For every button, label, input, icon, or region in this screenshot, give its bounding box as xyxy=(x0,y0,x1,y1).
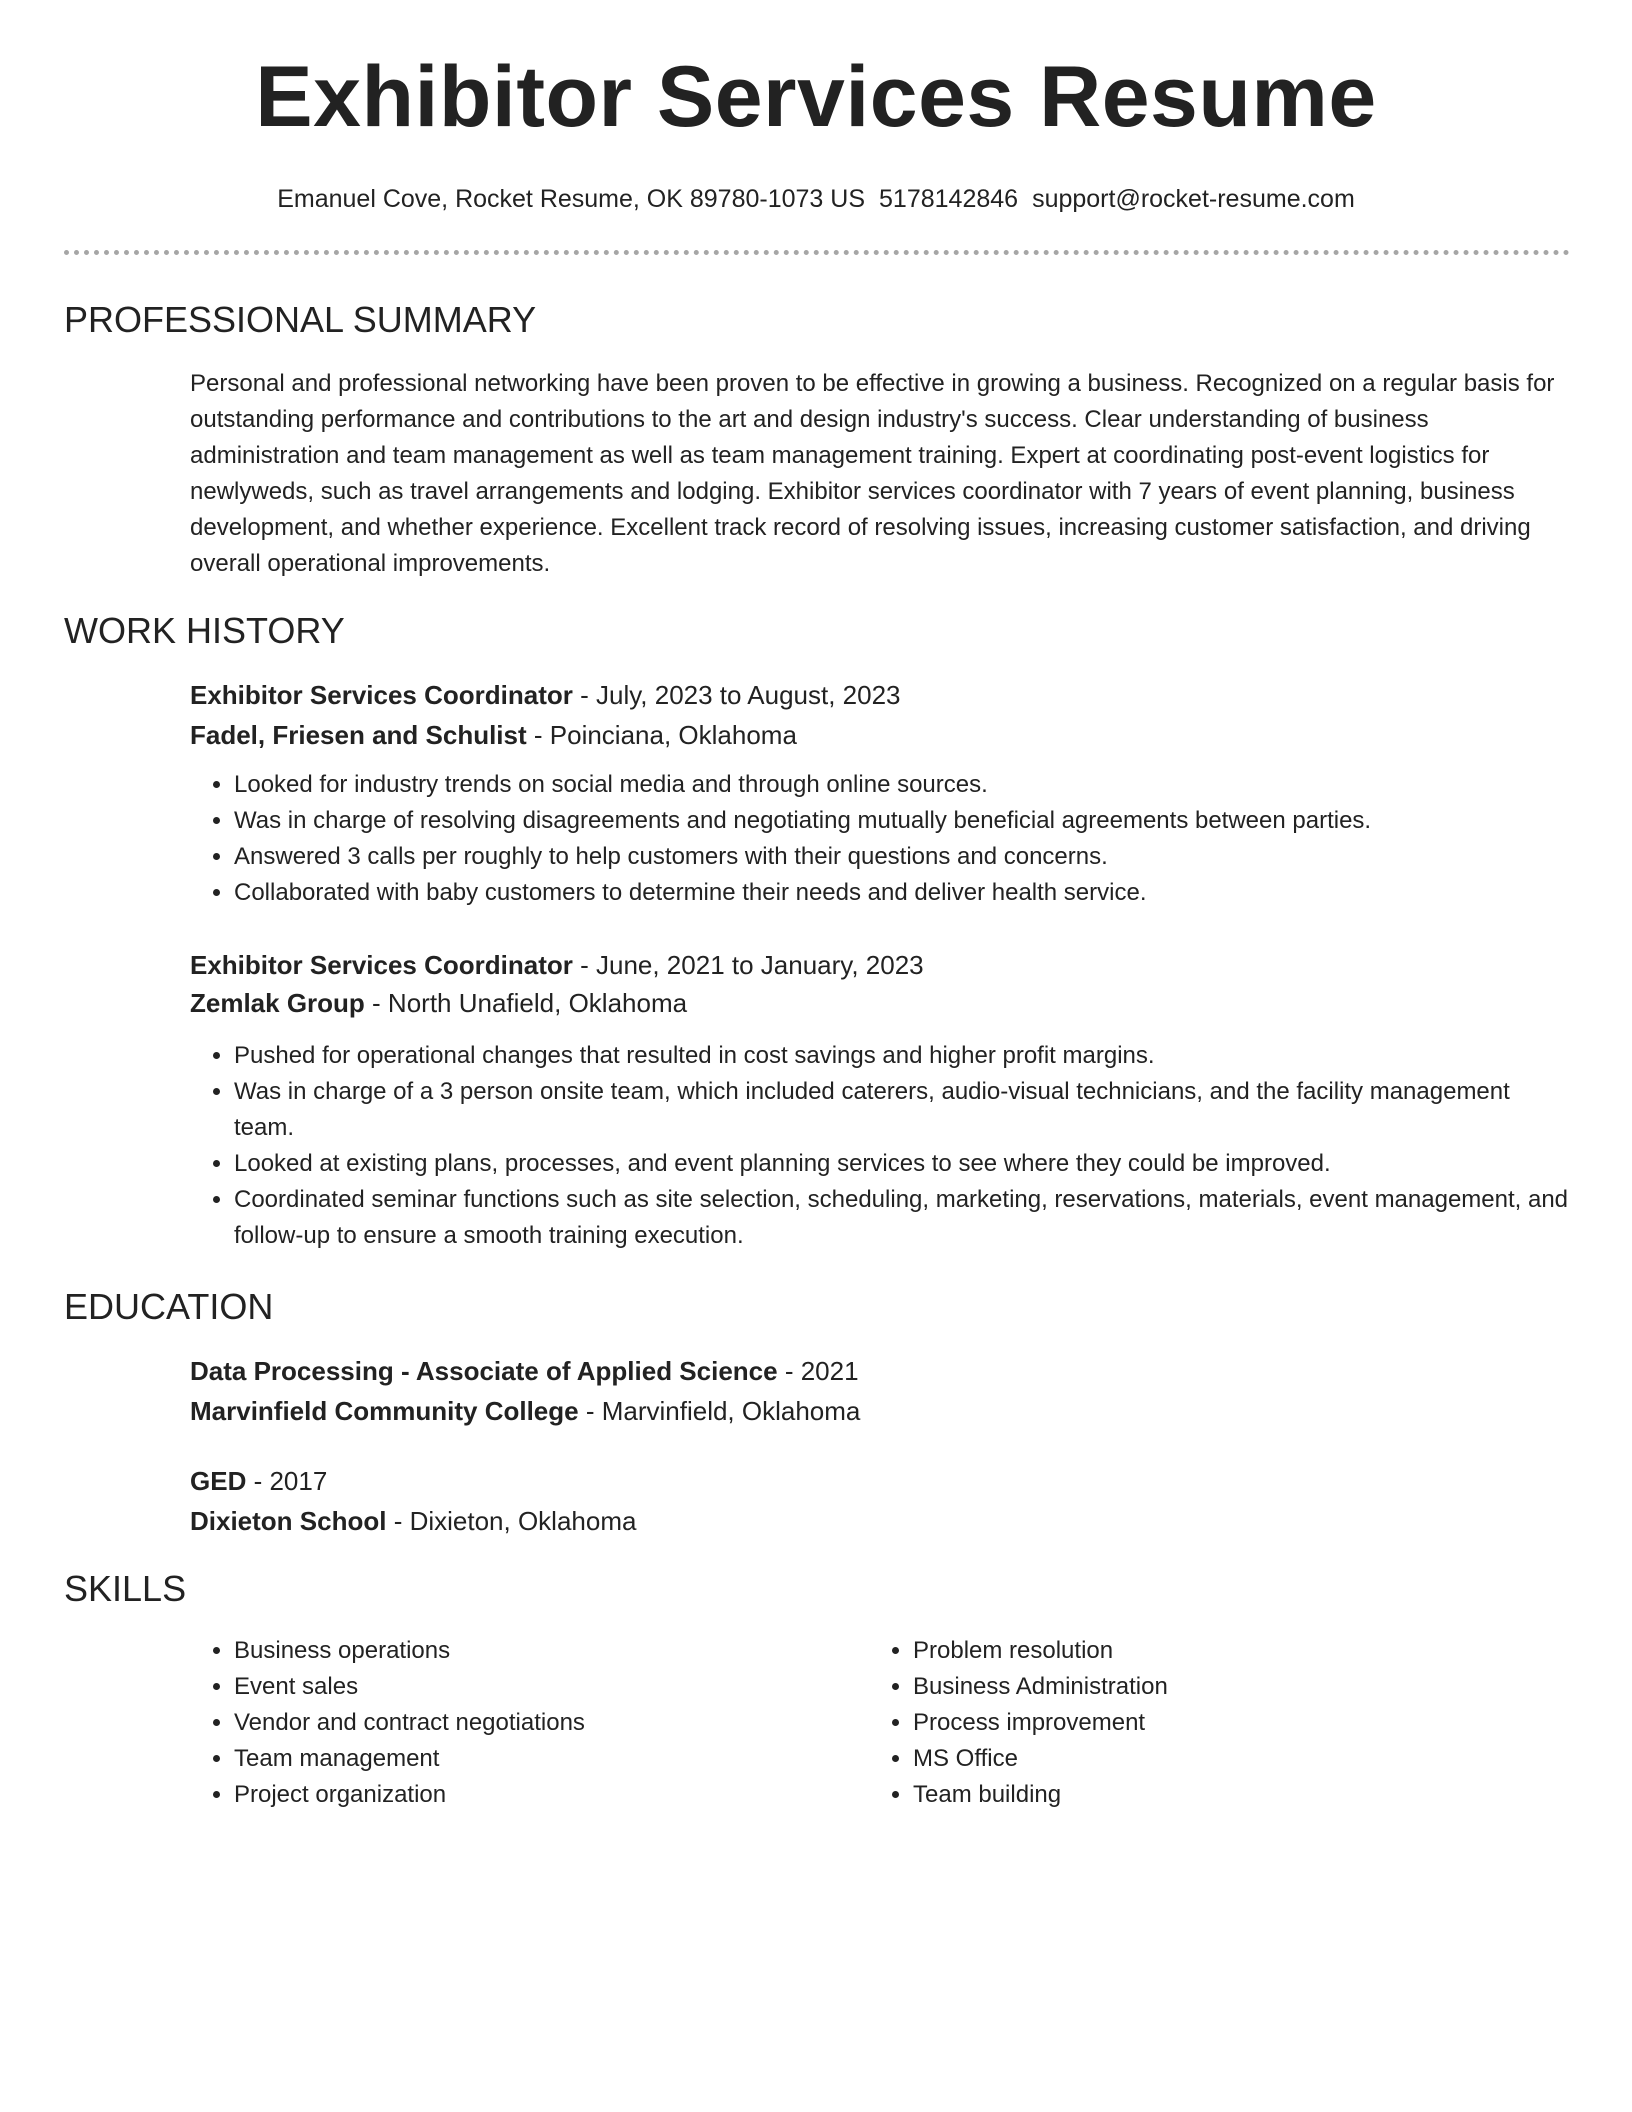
education-school-line xyxy=(190,1393,1570,1429)
job-entry xyxy=(190,947,1570,1254)
job-bullets xyxy=(190,1038,1570,1254)
section-title-summary: PROFESSIONAL SUMMARY xyxy=(64,299,537,340)
list-item: • Business operations xyxy=(234,1633,830,1669)
summary-block xyxy=(190,366,1570,582)
job-location: - Poinciana, Oklahoma xyxy=(526,720,797,750)
list-item: • Business Administration xyxy=(913,1669,1509,1705)
job-dates: - June, 2021 to January, 2023 xyxy=(572,950,924,980)
list-item: • MS Office xyxy=(913,1741,1509,1777)
list-item: • Project organization xyxy=(234,1777,830,1813)
contact-phone: 5178142846 xyxy=(879,185,1019,213)
education-location: - Dixieton, Oklahoma xyxy=(386,1506,637,1536)
list-item: • Event sales xyxy=(234,1669,830,1705)
job-dates: - July, 2023 to August, 2023 xyxy=(572,680,901,710)
list-item: • Answered 3 calls per roughly to help customers with their questions and concerns. xyxy=(234,839,1570,875)
section-title-education: EDUCATION xyxy=(64,1286,274,1327)
job-role: Exhibitor Services Coordinator xyxy=(190,680,573,710)
job-company-line xyxy=(190,985,1570,1021)
job-entry xyxy=(190,677,1570,911)
list-item: • Team management xyxy=(234,1741,830,1777)
education-year: - 2017 xyxy=(246,1466,328,1496)
job-role: Exhibitor Services Coordinator xyxy=(190,950,573,980)
education-degree-line xyxy=(190,1353,1570,1389)
education-degree: Data Processing - Associate of Applied Science xyxy=(190,1356,778,1386)
education-degree-line xyxy=(190,1463,1570,1499)
list-item: • Problem resolution xyxy=(913,1633,1509,1669)
education-school: Dixieton School xyxy=(190,1506,387,1536)
resume-title: Exhibitor Services Resume xyxy=(255,49,1377,145)
job-bullets xyxy=(190,767,1570,911)
education-entry xyxy=(190,1463,1570,1539)
list-item: • Coordinated seminar functions such as site selection, scheduling, marketing, reservations, materials, event management, and follow-up to ensure a smooth training execution. xyxy=(234,1182,1570,1254)
list-item: • Pushed for operational changes that resulted in cost savings and higher profit margins. xyxy=(234,1038,1570,1074)
job-title-line xyxy=(190,947,1570,983)
skills-column-right xyxy=(869,1633,1509,1813)
list-item: • Process improvement xyxy=(913,1705,1509,1741)
list-item: • Was in charge of resolving disagreements and negotiating mutually beneficial agreements between parties. xyxy=(234,803,1570,839)
list-item: • Collaborated with baby customers to determine their needs and deliver health service. xyxy=(234,875,1570,911)
job-company: Zemlak Group xyxy=(190,988,365,1018)
list-item: • Was in charge of a 3 person onsite team, which included caterers, audio-visual technicians, and the facility management team. xyxy=(234,1074,1570,1146)
list-item: • Team building xyxy=(913,1777,1509,1813)
education-school: Marvinfield Community College xyxy=(190,1396,579,1426)
contact-line xyxy=(0,184,1632,214)
education-location: - Marvinfield, Oklahoma xyxy=(578,1396,861,1426)
education-degree: GED xyxy=(190,1466,247,1496)
skills-list xyxy=(190,1633,830,1813)
education-school-line xyxy=(190,1503,1570,1539)
education-entry xyxy=(190,1353,1570,1429)
section-title-work-history: WORK HISTORY xyxy=(64,610,345,651)
job-company-line xyxy=(190,717,1570,753)
list-item: • Looked at existing plans, processes, and event planning services to see where they could be improved. xyxy=(234,1146,1570,1182)
section-title-skills: SKILLS xyxy=(64,1568,187,1609)
skills-column-left xyxy=(190,1633,830,1813)
contact-address: Emanuel Cove, Rocket Resume, OK 89780-1073 US xyxy=(277,185,866,213)
education-year: - 2021 xyxy=(777,1356,859,1386)
job-location: - North Unafield, Oklahoma xyxy=(364,988,688,1018)
skills-list xyxy=(869,1633,1509,1813)
summary-text: Personal and professional networking have been proven to be effective in growing a business. Recognized on a regular basis for outstanding performance and contributions to the art and design industry's success. Clear understanding of business administration and team management as well as team management training. Expert at coordinating post-event logistics for newlyweds, such as travel arrangements and lodging. Exhibitor services coordinator with 7 years of event planning, business development, and whether experience. Excellent track record of resolving issues, increasing customer satisfaction, and driving overall operational improvements. xyxy=(190,370,1555,577)
job-title-line xyxy=(190,677,1570,713)
job-company: Fadel, Friesen and Schulist xyxy=(190,720,527,750)
list-item: • Looked for industry trends on social media and through online sources. xyxy=(234,767,1570,803)
contact-email: support@rocket-resume.com xyxy=(1032,185,1355,213)
header-divider xyxy=(64,250,1570,255)
list-item: • Vendor and contract negotiations xyxy=(234,1705,830,1741)
